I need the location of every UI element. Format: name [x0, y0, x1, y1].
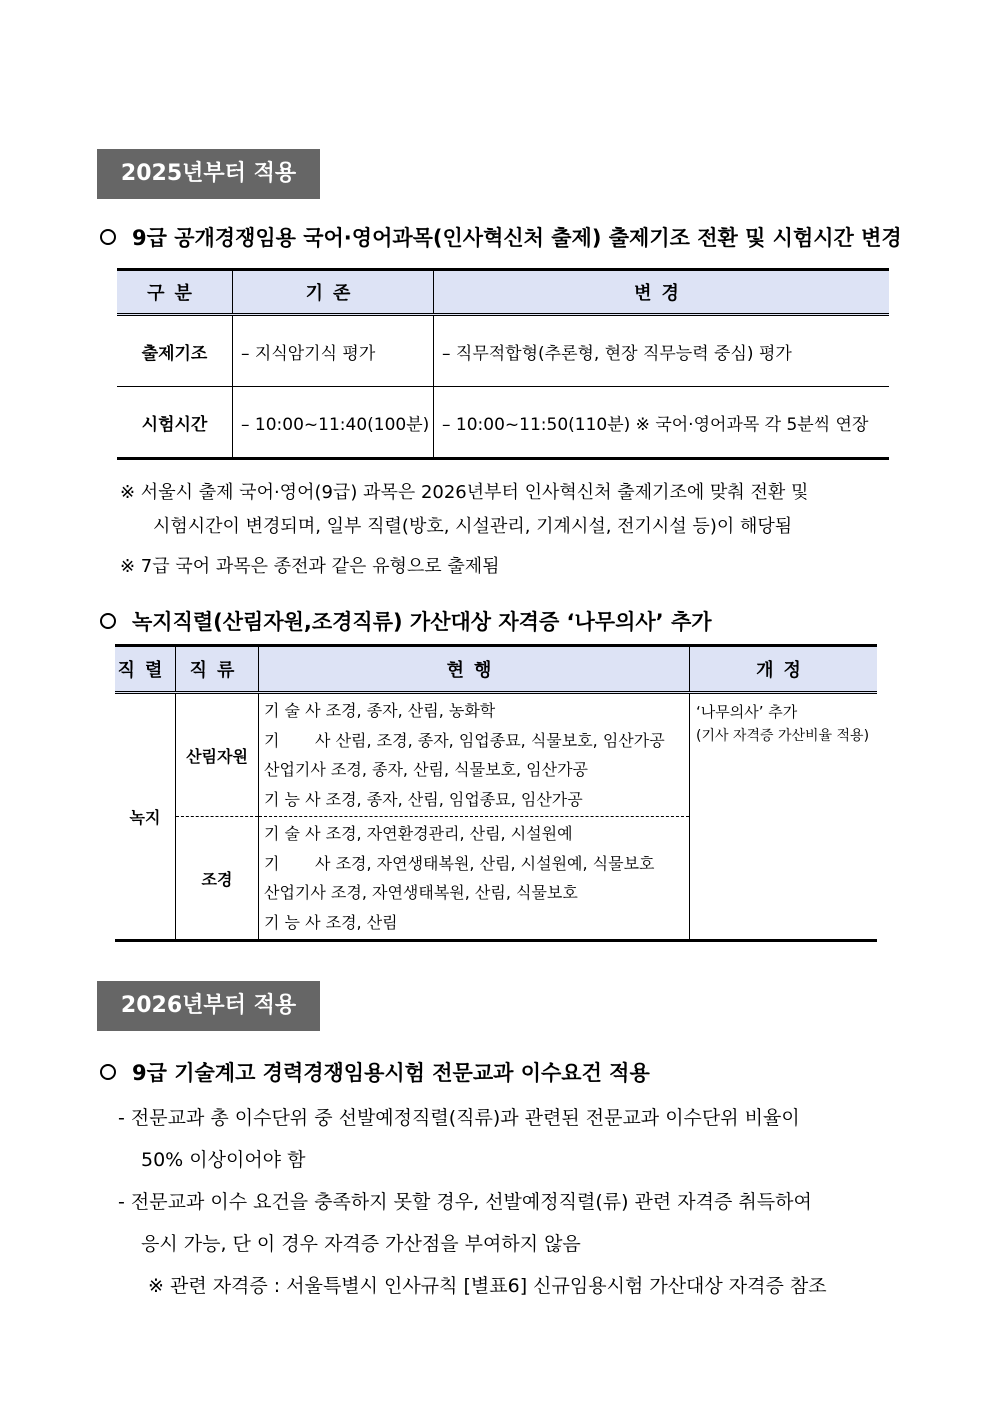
- note-seoul-exam: ※ 서울시 출제 국어·영어(9급) 과목은 2026년부터 인사혁신처 출제기조에 맞춰 전환 및: [120, 482, 809, 503]
- license-list-forest: [259, 693, 690, 817]
- heading-exam-change: [100, 222, 902, 252]
- circle-bullet-icon: [100, 229, 116, 245]
- license-line: 기 능 사 조경, 종자, 산림, 임업종묘, 임산가공: [264, 789, 583, 809]
- revision-cell: [690, 693, 878, 941]
- table2-header-series: 직렬: [115, 646, 176, 693]
- table1-after-cell: – 10:00~11:50(110분) ※ 국어·영어과목 각 5분씩 연장: [434, 387, 890, 459]
- table2-header-revision: 개정: [690, 646, 878, 693]
- table1-before-cell: – 지식암기식 평가: [233, 315, 434, 387]
- requirement-line-cont: 응시 가능, 단 이 경우 자격증 가산점을 부여하지 않음: [141, 1233, 581, 1255]
- reference-note: ※ 관련 자격증 : 서울특별시 인사규칙 [별표6] 신규임용시험 가산대상 자격증 참조: [148, 1275, 827, 1297]
- license-line: 산업기사 조경, 종자, 산림, 식물보호, 임산가공: [264, 760, 588, 779]
- table2-header-class: 직류: [176, 646, 259, 693]
- table1-row-label: 시험시간: [117, 387, 233, 459]
- requirement-line-cont: 50% 이상이어야 함: [141, 1149, 306, 1171]
- series-label: 녹지: [115, 693, 176, 941]
- revision-text: ‘나무의사’ 추가: [696, 703, 798, 721]
- class-label-landscape: 조경: [176, 817, 259, 941]
- table1-row-label: 출제기조: [117, 315, 233, 387]
- heading-tree-doctor: [100, 606, 712, 636]
- exam-change-table: [117, 268, 889, 460]
- revision-note: (기사 자격증 가산비율 적용): [696, 728, 870, 744]
- license-table: [115, 644, 877, 942]
- requirement-line: - 전문교과 총 이수단위 중 선발예정직렬(직류)과 관련된 전문교과 이수단위 비율이: [118, 1107, 800, 1129]
- license-line: 기 능 사 조경, 산림: [264, 912, 398, 932]
- section-tag-2025: 2025년부터 적용: [97, 149, 320, 199]
- section-tag-2026: 2026년부터 적용: [97, 981, 320, 1031]
- class-label-forest: 산림자원: [176, 693, 259, 817]
- table1-header-category: 구분: [117, 270, 233, 315]
- circle-bullet-icon: [100, 613, 116, 629]
- table1-header-before: 기존: [233, 270, 434, 315]
- license-list-landscape: [259, 817, 690, 941]
- requirement-line: - 전문교과 이수 요건을 충족하지 못할 경우, 선발예정직렬(류) 관련 자격증 취득하여: [118, 1191, 812, 1213]
- table1-after-cell: – 직무적합형(추론형, 현장 직무능력 중심) 평가: [434, 315, 890, 387]
- license-line: 기 사 산림, 조경, 종자, 임업종묘, 식물보호, 임산가공: [264, 730, 665, 750]
- table1-header-after: 변경: [434, 270, 890, 315]
- license-line: 기 술 사 조경, 자연환경관리, 산림, 시설원예: [264, 824, 573, 843]
- circle-bullet-icon: [100, 1064, 116, 1080]
- table1-before-cell: – 10:00~11:40(100분): [233, 387, 434, 459]
- note-grade7: ※ 7급 국어 과목은 종전과 같은 유형으로 출제됨: [120, 556, 500, 577]
- license-line: 기 술 사 조경, 종자, 산림, 농화학: [264, 701, 496, 720]
- heading-text: 9급 공개경쟁임용 국어·영어과목(인사혁신처 출제) 출제기조 전환 및 시험시간 변경: [132, 226, 902, 250]
- heading-text: 녹지직렬(산림자원,조경직류) 가산대상 자격증 ‘나무의사’ 추가: [132, 610, 712, 634]
- license-line: 기 사 조경, 자연생태복원, 산림, 시설원예, 식물보호: [264, 853, 655, 873]
- heading-text: 9급 기술계고 경력경쟁임용시험 전문교과 이수요건 적용: [132, 1061, 650, 1085]
- table2-header-current: 현행: [259, 646, 690, 693]
- license-line: 산업기사 조경, 자연생태복원, 산림, 식물보호: [264, 883, 578, 902]
- note-seoul-exam-cont: 시험시간이 변경되며, 일부 직렬(방호, 시설관리, 기계시설, 전기시설 등)이 해당됨: [153, 516, 793, 537]
- heading-technical-school: [100, 1057, 650, 1087]
